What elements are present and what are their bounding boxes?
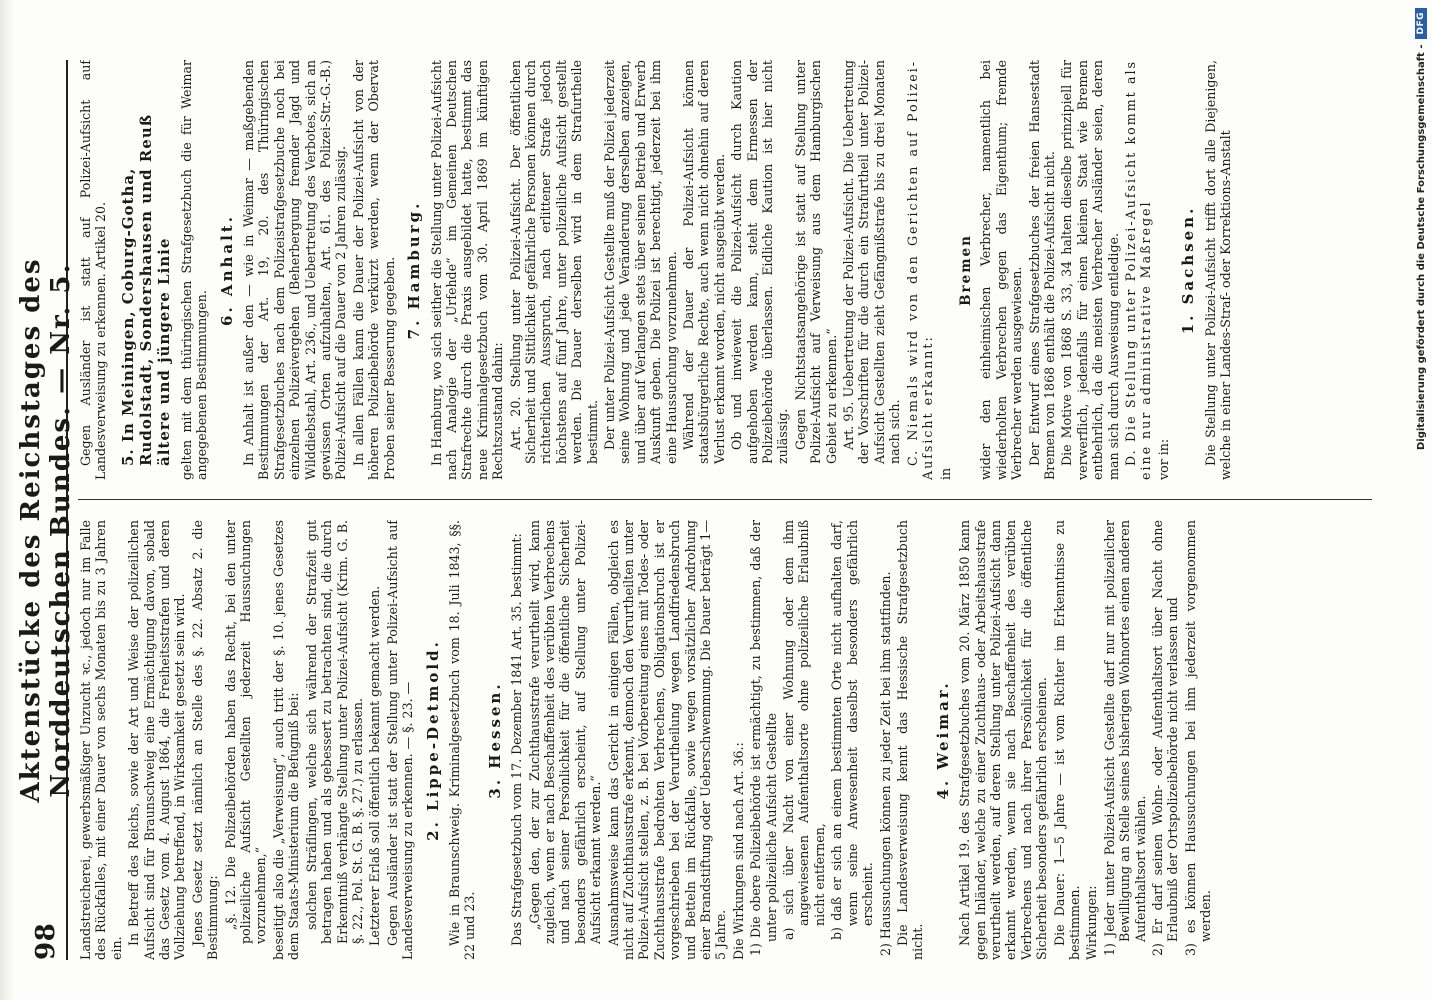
column-divider bbox=[78, 499, 1372, 500]
running-header bbox=[16, 60, 76, 960]
list-item: 3) es können Haussuchungen bei ihm jederzeit vorgenommen werden. bbox=[1182, 520, 1214, 956]
section-heading-hamburg: 7. Hamburg. bbox=[405, 200, 424, 340]
quotation: „Gegen den, der zur Zuchthausstrafe verurtheilt wird, kann zugleich, wenn er nach Beschaffenheit des verübten Verbrechens und nach seiner Persönlichkeit für die öffentliche Sicherheit besonders gefährlich erscheint, auf Stellung unter Polizei-Aufsicht erkannt werden.“ bbox=[526, 520, 604, 944]
paragraph: In Hamburg, wo sich seither die Stellung unter Polizei-Aufsicht nach Analogie der „Urfehde“ im Gemeinen Deutschen Strafrechte durch die Praxis ausgebildet hatte, bestimmt das neue Kriminalgesetzbuch vom 30. April 1869 im künftigen Rechtszustand dahin: bbox=[428, 60, 506, 480]
quotation: Ob und inwieweit die Polizei-Aufsicht durch Kaution aufgehoben werden kann, steht dem Ermessen der Polizeibehörde überlassen. Eidliche Kaution ist hier nicht zulässig. bbox=[729, 60, 791, 464]
header-separator: — bbox=[46, 365, 76, 394]
margin-word-in: in bbox=[937, 467, 953, 480]
paragraph: Die Landesverweisung kennt das Hessische Strafgesetzbuch nicht. bbox=[894, 520, 926, 960]
paragraph: wider den einheimischen Verbrecher, namentlich bei wiederholten Verbrechen gegen das Eigenthum; fremde Verbrecher werden ausgewiesen. bbox=[978, 60, 1025, 480]
section-heading-weimar: 4. Weimar. bbox=[933, 680, 952, 800]
quotation: Der unter Polizei-Aufsicht Gestellte muß der Polizei jederzeit seine Wohnung und jede Veränderung derselben anzeigen, und über auf Verlangen stets über seinen Betrieb und Erwerb Auskunft geben. Die Polizei ist berechtigt, jederzeit bei ihm eine Haussuchung vorzunehmen. bbox=[601, 60, 679, 464]
subheading-bremen: Bremen bbox=[957, 234, 974, 306]
list-item: b) daß er sich an einem bestimmten Orte nicht aufhalten darf, wenn seine Anwesenheit daselbst besonders gefährlich erscheint. bbox=[829, 520, 876, 940]
paragraph: In Betreff des Reichs, sowie der Art und Weise der polizeilichen Aufsicht sind für Braunschweig eine Ermächtigung davon, sobald das Gesetz vom 4. August 1864, die Freiheitsstrafen und deren Vollziehung betreffend, in Wirksamkeit gesetzt sein wird. bbox=[126, 520, 188, 960]
quotation: Art. 20. Stellung unter Polizei-Aufsicht. Der öffentlichen Sicherheit und Sittlichkeit gefährliche Personen können durch richterlichen Ausspruch, nach erlittener Strafe jedoch höchstens auf fünf Jahre, unter polizeiliche Aufsicht gestellt werden. Die Dauer derselben wird in dem Strafurtheile bestimmt. bbox=[507, 60, 600, 464]
paragraph: Wirkungen: bbox=[1084, 885, 1100, 960]
paragraph: Gegen Ausländer ist statt der Stellung unter Polizei-Aufsicht auf Landesverweisung zu erkennen. — §. 23. — bbox=[384, 520, 416, 960]
document-number: Nr. 5. bbox=[46, 262, 76, 355]
section-heading-hessen: 3. Hessen. bbox=[485, 681, 504, 799]
section-heading-sachsen: 1. Sachsen. bbox=[1179, 205, 1198, 335]
list-item: 1) Die obere Polizeibehörde ist ermächtigt, zu bestimmen, daß der unter polizeiliche Aufsicht Gestellte bbox=[748, 520, 779, 956]
paragraph: Die Dauer: 1—5 Jahre — ist vom Richter im Erkenntnisse zu bestimmen. bbox=[1051, 520, 1082, 960]
paragraph: Ausnahmsweise kann das Gericht in einigen Fällen, obgleich es nicht auf Zuchthausstrafe erkennt, dennoch den Verurtheilten unter Polizei-Aufsicht stellen, z. B. bei Vorbereitung eines mit Todes- oder Zuchthausstrafe bedrohten Verbrechens, Obligationsbruch ist er vorgeschrieben bei der Verurtheilung wegen Landfriedensbruch und Betteln im Rückfalle, sowie wegen vorsätzlicher Androhung einer Brandstiftung oder Ueberschwemmung. Die Dauer beträgt 1—5 Jahre. bbox=[605, 520, 729, 960]
list-item: 1) Jeder unter Polizei-Aufsicht Gestellte darf nur mit polizeilicher Bewilligung an Stelle seines bisherigen Wohnortes einen anderen Aufenthaltsort wählen. bbox=[1101, 520, 1148, 956]
left-column bbox=[78, 520, 1402, 960]
scan-edge-shadow bbox=[0, 0, 14, 1000]
section-heading-meiningen: 5. In Meiningen, Coburg-Gotha, Rudolstadt, Sondershausen und Reuß ältere und jüngere Linie bbox=[118, 113, 173, 466]
paragraph: Wie in Braunschweig. Kriminalgesetzbuch vom 18. Juli 1843, §§. 22 und 23. bbox=[446, 520, 478, 960]
section-heading-lippe-detmold: 2. Lippe-Detmold. bbox=[423, 639, 442, 841]
quotation: Während der Dauer der Polizei-Aufsicht können staatsbürgerliche Rechte, auch wenn nicht ohnehin auf deren Verlust erkannt worden, nicht ausgeübt werden. bbox=[681, 60, 727, 464]
margin-word-vor-in: vor in: bbox=[1155, 438, 1171, 480]
quotation: solchen Sträflingen, welche sich während der Strafzeit gut betragen haben und als gebessert zu betrachten sind, die durch Erkenntniß verhängte Stellung unter Polizei-Aufsicht (Krim. G. B. §. 22., Pol. St. G. B. §. 27.) zu erlassen. bbox=[303, 520, 365, 944]
section-d-statement: D. Die Stellung unter Polizei-Aufsicht kommt als eine nur administrative Maßregel bbox=[1122, 60, 1154, 480]
quotation: „§. 12. Die Polizeibehörden haben das Recht, bei den unter polizeiliche Aufsicht Gestellten jederzeit Haussuchungen vorzunehmen,“ bbox=[222, 520, 269, 944]
dfg-logo: DFG bbox=[1415, 8, 1427, 39]
page-number: 98 bbox=[31, 922, 61, 960]
paragraph: Das Strafgesetzbuch vom 17. Dezember 1841 Art. 35. bestimmt: bbox=[509, 533, 525, 946]
paragraph: Landstreicherei, gewerbsmäßiger Unzucht ꝛc., jedoch nur im Falle des Rückfalles, mit einer Dauer von sechs Monaten bis zu 3 Jahren ein. bbox=[78, 520, 124, 960]
paragraph: gelten mit dem thüringischen Strafgesetzbuch die für Weimar angegebenen Bestimmungen. bbox=[178, 60, 210, 480]
paragraph: Der Entwurf eines Strafgesetzbuches der freien Hansestadt Bremen von 1868 enthält die Polizei-Aufsicht nicht. bbox=[1026, 60, 1057, 480]
paragraph: In allen Fällen kann die Dauer der Polizei-Aufsicht von der höheren Polizeibehörde verkürzt werden, wenn der Obervat Proben seiner Besserung gegeben. bbox=[350, 60, 397, 480]
paragraph: Nach Artikel 19. des Strafgesetzbuches vom 20. März 1850 kann gegen Inländer, welche zu einer Zuchthaus- oder Arbeitshausstrafe verurtheilt werden, auf deren Stellung unter Polizei-Aufsicht dann erkannt werden, wenn sie nach Beschaffenheit des verübten Verbrechens und nach ihrer Persönlichkeit für die öffentliche Sicherheit besonders gefährlich erscheinen. bbox=[957, 520, 1050, 960]
paragraph: Die Wirkungen sind nach Art. 36.: bbox=[730, 742, 746, 960]
paragraph: beseitigt also die „Verweisung“, auch tritt der §. 10. jenes Gesetzes dem Staats-Ministerium die Befugniß bei: bbox=[270, 520, 302, 960]
paragraph: Die Stellung unter Polizei-Aufsicht trifft dort alle Diejenigen, welche in einer Landes-Straf- oder Korrektions-Anstalt bbox=[1202, 60, 1233, 480]
right-column bbox=[78, 60, 1402, 480]
list-item: 2) Er darf seinen Wohn- oder Aufenthaltsort über Nacht ohne Erlaubniß der Ortspolizeibehörde nicht verlassen und bbox=[1150, 520, 1181, 956]
paragraph: Jenes Gesetz setzt nämlich an Stelle des §. 22. Absatz 2. die Bestimmung: bbox=[189, 520, 221, 960]
paragraph: Gegen Ausländer ist statt auf Polizei-Aufsicht auf Landesverweisung zu erkennen. Artikel 20. bbox=[78, 60, 109, 480]
paragraph: Letzterer Erlaß soll öffentlich bekannt gemacht werden. bbox=[367, 585, 383, 946]
running-title-text: Aktenstücke des Reichstages des Norddeutschen Bundes. bbox=[16, 257, 76, 803]
list-item: a) sich über Nacht von einer Wohnung oder dem ihm angewiesenen Aufenthaltsorte ohne polizeiliche Erlaubniß nicht entfernen, bbox=[781, 520, 827, 940]
running-title bbox=[16, 170, 76, 890]
paragraph: In Anhalt ist außer den — wie in Weimar — maßgebenden Bestimmungen der Art. 19, 20. des Thüringischen Strafgesetzbuches nach dem Polizeistrafgesetzbuche noch bei einzelnen Polizeivergehen (Beherbergung fremder Jagd und Wilddiebstahl, Art. 236., und Uebertretung des Verbotes, sich an gewissen Orten aufzuhalten, Art. 61. des Polizei-Str.-G.-B.) Polizei-Aufsicht auf die Dauer von 2 Jahren zulässig. bbox=[241, 60, 349, 480]
quotation: Gegen Nichtstaatsangehörige ist statt auf Stellung unter Polizei-Aufsicht auf Verweisung aus dem Hamburgischen Gebiet zu erkennen.“ bbox=[792, 60, 839, 464]
section-heading-anhalt: 6. Anhalt. bbox=[217, 214, 236, 326]
digitization-stamp-text: Digitalisierung gefördert durch die Deutsche Forschungsgemeinschaft - bbox=[1415, 44, 1427, 451]
digitization-stamp bbox=[1410, 0, 1432, 1000]
quotation: Art. 95. Uebertretung der Polizei-Aufsicht. Die Uebertretung der Vorschriften für die durch ein Strafurtheil unter Polizei-Aufsicht Gestellten zieht Gefängnißstrafe bis zu drei Monaten nach sich. bbox=[841, 60, 903, 464]
list-item: 2) Haussuchungen können zu jeder Zeit bei ihm stattfinden. bbox=[877, 571, 893, 956]
paragraph: Die Motive von 1868 S. 33, 34 halten dieselbe prinzipiell für verwerflich, jedenfalls für einen kleinen Staat wie Bremen entbehrlich, da die meisten Verbrecher Ausländer seien, deren man sich durch Ausweisung entledige. bbox=[1059, 60, 1121, 480]
section-c-statement: C. Niemals wird von den Gerichten auf Polizei-Aufsicht erkannt: bbox=[904, 60, 936, 480]
